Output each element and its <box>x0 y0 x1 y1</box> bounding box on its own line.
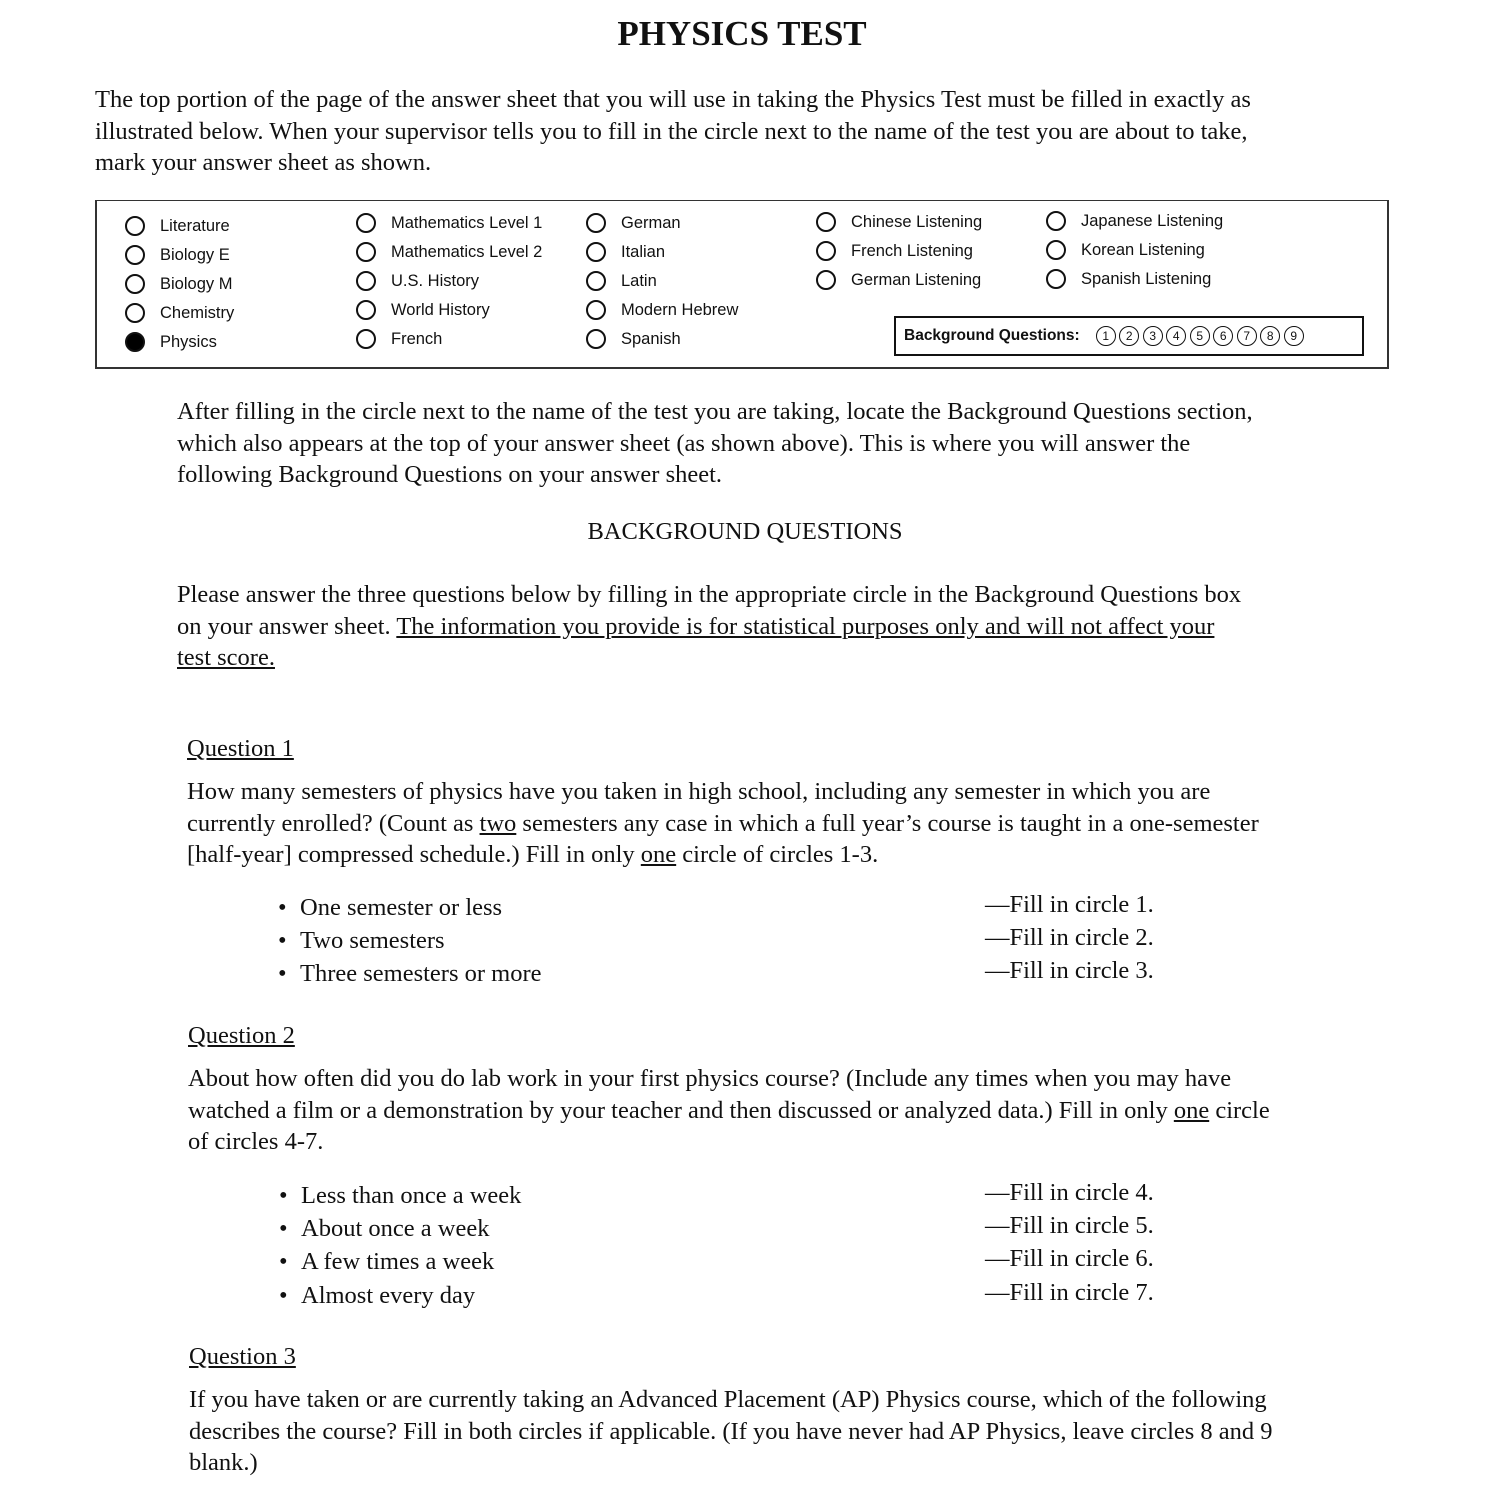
background-circle[interactable]: 5 <box>1190 326 1210 346</box>
answer-option <box>279 1182 521 1210</box>
answer-option-label: Less than once a week <box>301 1182 522 1209</box>
test-option[interactable] <box>586 242 665 262</box>
text-line <box>95 147 1251 179</box>
background-circle[interactable]: 6 <box>1213 326 1233 346</box>
empty-circle-icon[interactable] <box>125 245 145 265</box>
empty-circle-icon[interactable] <box>586 329 606 349</box>
test-option-label: Spanish <box>621 329 681 348</box>
underlined-text: one <box>1173 1096 1210 1124</box>
test-option-label: U.S. History <box>391 271 480 290</box>
empty-circle-icon[interactable] <box>1046 240 1066 260</box>
answer-option <box>278 927 445 955</box>
background-circle[interactable]: 3 <box>1143 326 1163 346</box>
text-segment: If you have taken or are currently taking an Advanced Placement (AP) Physics course, which of the following <box>189 1386 1267 1413</box>
answer-instruction: —Fill in circle 7. <box>985 1279 1154 1306</box>
test-option-label: Modern Hebrew <box>621 300 739 319</box>
text-segment: After filling in the circle next to the name of the test you are taking, locate the Background Questions section, <box>177 398 1253 425</box>
empty-circle-icon[interactable] <box>125 216 145 236</box>
test-option[interactable] <box>356 300 490 320</box>
empty-circle-icon[interactable] <box>586 213 606 233</box>
text-segment: semesters any case in which a full year’s course is taught in a one-semester <box>516 809 1259 837</box>
answer-option <box>279 1282 475 1310</box>
bullet-icon: • <box>279 1248 288 1275</box>
text-line <box>177 579 1241 611</box>
empty-circle-icon[interactable] <box>1046 211 1066 231</box>
text-segment: blank.) <box>189 1449 258 1476</box>
background-circle[interactable]: 8 <box>1260 326 1280 346</box>
test-option[interactable] <box>816 241 973 261</box>
question-heading: Question 3 <box>189 1343 296 1370</box>
test-option-label: Literature <box>160 216 230 235</box>
answer-option <box>278 960 542 988</box>
test-option[interactable] <box>816 270 981 290</box>
background-circle[interactable]: 1 <box>1096 326 1116 346</box>
test-option[interactable] <box>356 271 479 291</box>
text-segment: About how often did you do lab work in your first physics course? (Include any times when you may have <box>188 1065 1232 1092</box>
answer-option-label: About once a week <box>301 1215 490 1242</box>
test-option[interactable] <box>1046 240 1205 260</box>
answer-option <box>279 1215 489 1243</box>
empty-circle-icon[interactable] <box>816 212 836 232</box>
test-option-label: French Listening <box>851 241 973 260</box>
bullet-icon: • <box>279 1282 288 1309</box>
text-segment: [half-year] compressed schedule.) Fill in only <box>187 841 641 868</box>
test-option[interactable] <box>586 300 738 320</box>
test-option[interactable] <box>125 274 232 294</box>
text-line <box>189 1447 1273 1479</box>
text-segment: The top portion of the page of the answer sheet that you will use in taking the Physics Test must be filled in exactly as <box>95 86 1251 113</box>
test-option-label: Chinese Listening <box>851 212 983 231</box>
question-text <box>187 776 1259 871</box>
question-text <box>188 1063 1270 1158</box>
answer-instruction: —Fill in circle 5. <box>985 1212 1154 1239</box>
empty-circle-icon[interactable] <box>356 300 376 320</box>
test-option[interactable] <box>586 329 681 349</box>
filled-circle-icon[interactable] <box>125 332 145 352</box>
test-option[interactable] <box>125 216 230 236</box>
test-option-label: Mathematics Level 2 <box>391 242 543 261</box>
test-option-label: Physics <box>160 332 217 351</box>
text-segment: on your answer sheet. <box>177 612 397 640</box>
bullet-icon: • <box>278 927 287 954</box>
instructions-paragraph <box>177 579 1241 674</box>
text-line <box>95 116 1251 148</box>
answer-option-label: Two semesters <box>300 927 445 954</box>
text-segment: How many semesters of physics have you taken in high school, including any semester in which you are <box>187 778 1211 805</box>
empty-circle-icon[interactable] <box>125 303 145 323</box>
background-circle[interactable]: 9 <box>1284 326 1304 346</box>
test-option-label: Latin <box>621 271 657 290</box>
text-segment: mark your answer sheet as shown. <box>95 149 432 176</box>
text-segment: circle <box>1209 1096 1270 1124</box>
answer-sheet-test-box <box>95 200 1389 369</box>
answer-option-label: Three semesters or more <box>300 960 542 987</box>
empty-circle-icon[interactable] <box>816 241 836 261</box>
after-paragraph <box>177 396 1253 491</box>
test-option[interactable] <box>586 271 657 291</box>
underlined-text: two <box>479 809 517 837</box>
text-line <box>177 428 1253 460</box>
answer-option-label: A few times a week <box>301 1248 495 1275</box>
test-option[interactable] <box>356 242 542 262</box>
empty-circle-icon[interactable] <box>1046 269 1066 289</box>
background-questions-heading: BACKGROUND QUESTIONS <box>587 518 903 545</box>
test-option[interactable] <box>125 245 230 265</box>
test-option[interactable] <box>1046 211 1223 231</box>
page-title: PHYSICS TEST <box>617 14 867 53</box>
text-line <box>177 642 1241 674</box>
answer-instruction: —Fill in circle 4. <box>985 1179 1154 1206</box>
test-option-label: Korean Listening <box>1081 240 1205 259</box>
background-circle[interactable]: 2 <box>1119 326 1139 346</box>
intro-paragraph <box>95 84 1251 179</box>
answer-option <box>279 1248 494 1276</box>
empty-circle-icon[interactable] <box>356 329 376 349</box>
test-option-label: German <box>621 213 681 232</box>
text-segment: circle of circles 1-3. <box>676 841 879 868</box>
test-option-label: Biology E <box>160 245 230 264</box>
text-segment: describes the course? Fill in both circles if applicable. (If you have never had AP Physics, leave circles 8 and 9 <box>189 1417 1273 1445</box>
background-questions-box <box>894 316 1364 356</box>
test-option[interactable] <box>1046 269 1211 289</box>
background-questions-label: Background Questions: <box>904 327 1080 344</box>
empty-circle-icon[interactable] <box>586 242 606 262</box>
empty-circle-icon[interactable] <box>125 274 145 294</box>
empty-circle-icon[interactable] <box>586 300 606 320</box>
test-option[interactable] <box>586 213 681 233</box>
question-heading: Question 1 <box>187 735 294 762</box>
underlined-text: The information you provide is for statistical purposes only and will not affect your <box>396 612 1215 640</box>
empty-circle-icon[interactable] <box>586 271 606 291</box>
underlined-text: test score. <box>177 644 275 671</box>
test-option-label: German Listening <box>851 270 982 289</box>
text-line <box>177 459 1253 491</box>
answer-option <box>278 894 502 922</box>
answer-instruction: —Fill in circle 1. <box>985 891 1154 918</box>
test-option[interactable] <box>125 332 217 352</box>
bullet-icon: • <box>279 1215 288 1242</box>
text-line <box>188 1063 1270 1095</box>
text-segment: currently enrolled? (Count as <box>187 809 480 837</box>
text-line <box>188 1126 1270 1158</box>
answer-option-label: One semester or less <box>300 894 503 921</box>
answer-instruction: —Fill in circle 3. <box>985 957 1154 984</box>
text-segment: Please answer the three questions below by filling in the appropriate circle in the Background Questions box <box>177 581 1242 608</box>
text-line <box>95 84 1251 116</box>
text-line <box>177 611 1241 643</box>
text-segment: following Background Questions on your answer sheet. <box>177 461 723 488</box>
test-option-label: French <box>391 329 443 348</box>
empty-circle-icon[interactable] <box>356 213 376 233</box>
empty-circle-icon[interactable] <box>816 270 836 290</box>
test-option[interactable] <box>356 213 542 233</box>
text-line <box>187 839 1259 871</box>
test-option-label: Biology M <box>160 274 233 293</box>
background-circle[interactable]: 4 <box>1166 326 1186 346</box>
test-option[interactable] <box>816 212 982 232</box>
bullet-icon: • <box>279 1182 288 1209</box>
test-option[interactable] <box>356 329 442 349</box>
question-heading: Question 2 <box>188 1022 295 1049</box>
text-segment: which also appears at the top of your answer sheet (as shown above). This is where you will answer the <box>177 429 1191 457</box>
text-line <box>188 1095 1270 1127</box>
answer-option-label: Almost every day <box>301 1282 476 1309</box>
bullet-icon: • <box>278 894 287 921</box>
question-text <box>189 1384 1273 1479</box>
empty-circle-icon[interactable] <box>356 242 376 262</box>
text-segment: watched a film or a demonstration by your teacher and then discussed or analyzed data.) Fill in only <box>188 1096 1174 1124</box>
test-option-label: Spanish Listening <box>1081 269 1212 288</box>
text-line <box>189 1384 1273 1416</box>
test-option-label: Mathematics Level 1 <box>391 213 543 232</box>
test-option-label: Japanese Listening <box>1081 211 1224 230</box>
answer-instruction: —Fill in circle 2. <box>985 924 1154 951</box>
text-line <box>187 776 1259 808</box>
test-option-label: Chemistry <box>160 303 235 322</box>
bullet-icon: • <box>278 960 287 987</box>
test-option-label: Italian <box>621 242 666 261</box>
text-segment: of circles 4-7. <box>188 1128 324 1155</box>
answer-instruction: —Fill in circle 6. <box>985 1245 1154 1272</box>
underlined-text: one <box>640 841 677 868</box>
text-line <box>177 396 1253 428</box>
text-line <box>189 1416 1273 1448</box>
text-segment: illustrated below. When your supervisor tells you to fill in the circle next to the name of the test you are about to take, <box>95 117 1248 145</box>
empty-circle-icon[interactable] <box>356 271 376 291</box>
test-option-label: World History <box>391 300 490 319</box>
background-circle[interactable]: 7 <box>1237 326 1257 346</box>
test-option[interactable] <box>125 303 234 323</box>
text-line <box>187 808 1259 840</box>
